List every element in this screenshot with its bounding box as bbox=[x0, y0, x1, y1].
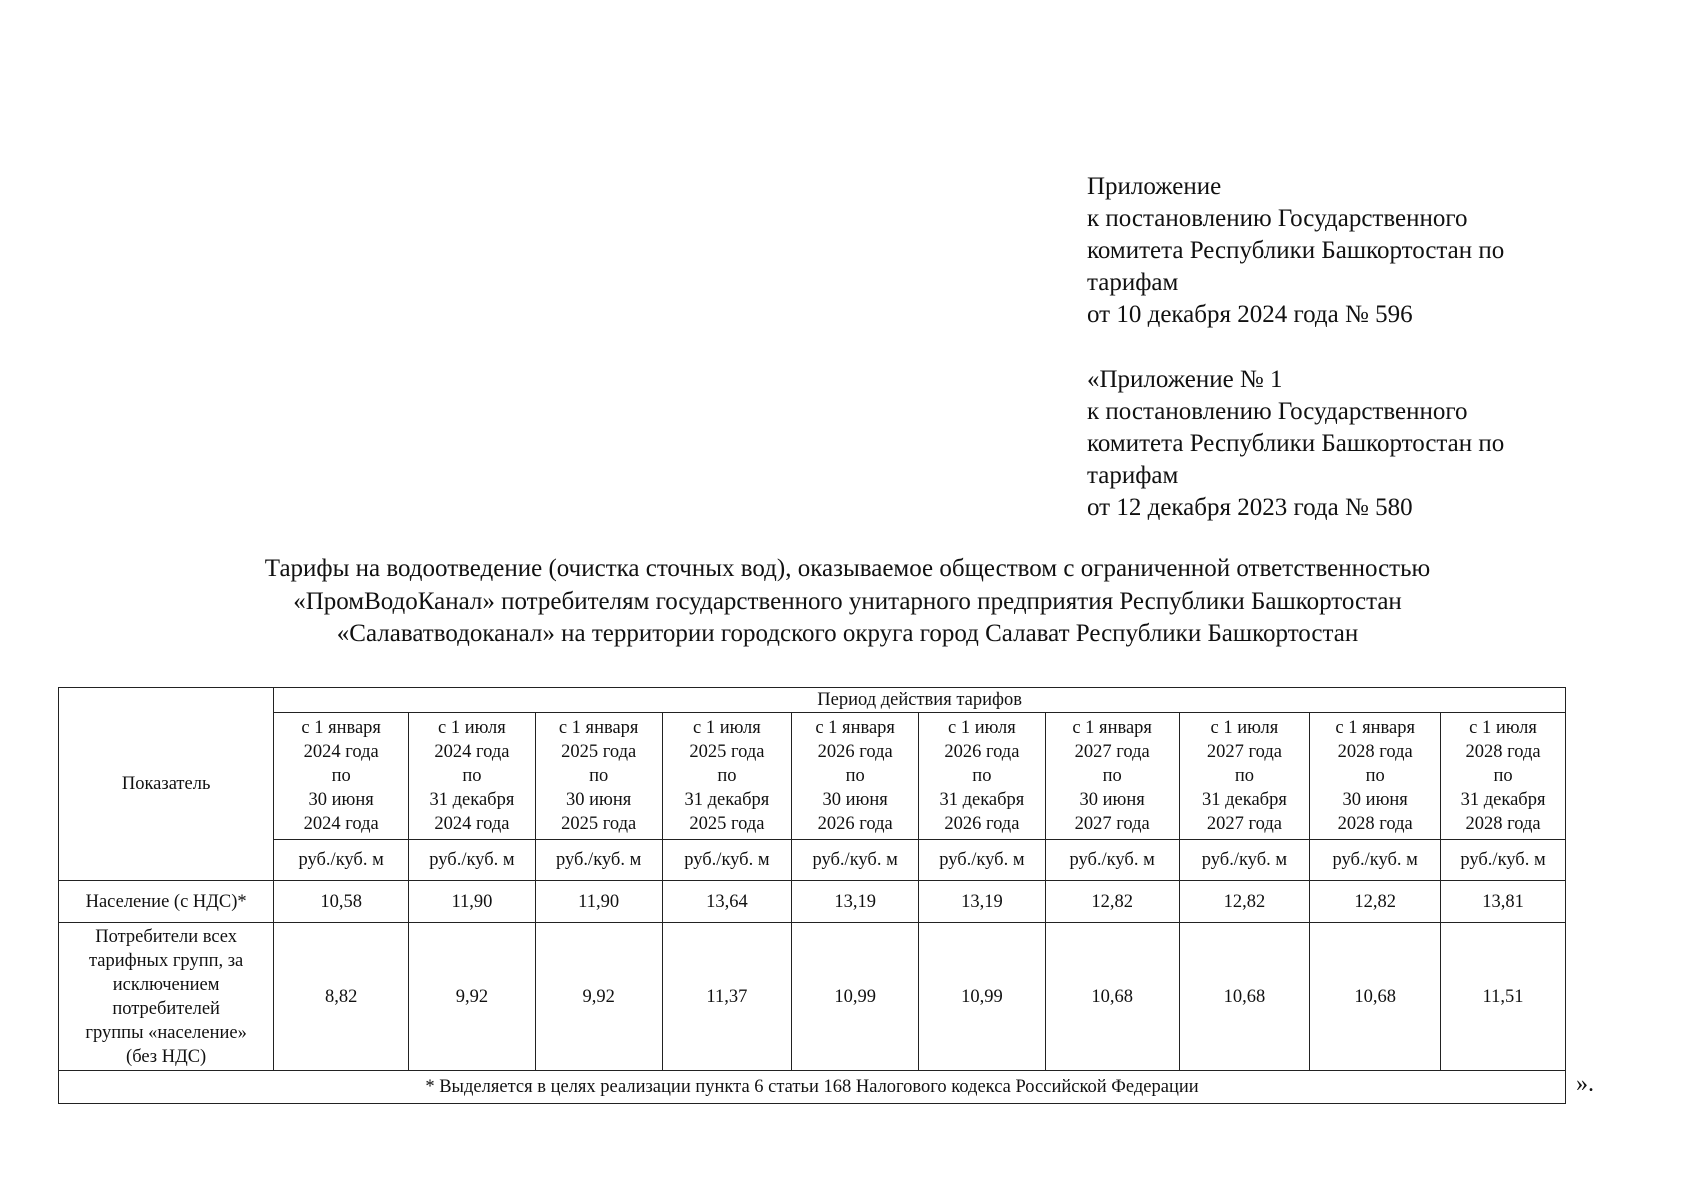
annex-original-line: «Приложение № 1 bbox=[1087, 366, 1283, 393]
annex-current-line: Приложение bbox=[1087, 173, 1222, 200]
period-column-header: с 1 июля 2026 года по 31 декабря 2026 года bbox=[919, 713, 1046, 840]
period-columns-row bbox=[59, 713, 1566, 840]
unit-cell: руб./куб. м bbox=[1310, 840, 1441, 881]
value-cell: 11,90 bbox=[535, 881, 662, 923]
unit-cell: руб./куб. м bbox=[919, 840, 1046, 881]
indicator-cell: Потребители всех тарифных групп, за исключением потребителей группы «население» (без НДС) bbox=[59, 923, 274, 1071]
value-cell: 11,51 bbox=[1441, 923, 1566, 1071]
value-cell: 13,19 bbox=[792, 881, 919, 923]
title-line: «Салаватводоканал» на территории городского округа город Салават Республики Башкортостан bbox=[336, 620, 1359, 647]
value-cell: 12,82 bbox=[1310, 881, 1441, 923]
value-cell: 10,99 bbox=[792, 923, 919, 1071]
value-cell: 11,90 bbox=[409, 881, 536, 923]
table-row-population bbox=[59, 881, 1566, 923]
period-column-header: с 1 января 2025 года по 30 июня 2025 года bbox=[535, 713, 662, 840]
value-cell: 10,68 bbox=[1179, 923, 1310, 1071]
period-column-header: с 1 июля 2025 года по 31 декабря 2025 года bbox=[662, 713, 792, 840]
value-cell: 10,58 bbox=[274, 881, 409, 923]
value-cell: 9,92 bbox=[535, 923, 662, 1071]
value-cell: 9,92 bbox=[409, 923, 536, 1071]
indicator-cell: Население (с НДС)* bbox=[59, 881, 274, 923]
annex-original-line: от 12 декабря 2023 года № 580 bbox=[1087, 494, 1413, 521]
unit-cell: руб./куб. м bbox=[662, 840, 792, 881]
footnote-row bbox=[59, 1071, 1566, 1104]
annex-original-line: к постановлению Государственного bbox=[1087, 398, 1468, 425]
period-column-header: с 1 января 2024 года по 30 июня 2024 года bbox=[274, 713, 409, 840]
value-cell: 12,82 bbox=[1045, 881, 1179, 923]
annex-current-line: тарифам bbox=[1087, 269, 1179, 296]
period-column-header: с 1 января 2026 года по 30 июня 2026 года bbox=[792, 713, 919, 840]
value-cell: 12,82 bbox=[1179, 881, 1310, 923]
annex-original-line: тарифам bbox=[1087, 462, 1179, 489]
value-cell: 10,99 bbox=[919, 923, 1046, 1071]
tariffs-table bbox=[58, 687, 1566, 1104]
title-line: Тарифы на водоотведение (очистка сточных вод), оказываемое обществом с ограниченной ответственностью bbox=[264, 555, 1431, 582]
value-cell: 13,64 bbox=[662, 881, 792, 923]
value-cell: 8,82 bbox=[274, 923, 409, 1071]
period-header: Период действия тарифов bbox=[274, 688, 1566, 713]
value-cell: 10,68 bbox=[1045, 923, 1179, 1071]
indicator-header: Показатель bbox=[59, 688, 274, 881]
title-line: «ПромВодоКанал» потребителям государственного унитарного предприятия Республики Башкортостан bbox=[293, 587, 1402, 615]
annex-current-line: комитета Республики Башкортостан по bbox=[1087, 237, 1505, 264]
unit-cell: руб./куб. м bbox=[409, 840, 536, 881]
period-column-header: с 1 июля 2028 года по 31 декабря 2028 года bbox=[1441, 713, 1566, 840]
unit-cell: руб./куб. м bbox=[1179, 840, 1310, 881]
unit-cell: руб./куб. м bbox=[1045, 840, 1179, 881]
value-cell: 11,37 bbox=[662, 923, 792, 1071]
document-title bbox=[80, 553, 1615, 651]
table-row-other-consumers bbox=[59, 923, 1566, 1071]
unit-cell: руб./куб. м bbox=[792, 840, 919, 881]
annex-current bbox=[1087, 171, 1607, 331]
period-column-header: с 1 января 2028 года по 30 июня 2028 года bbox=[1310, 713, 1441, 840]
annex-current-line: к постановлению Государственного bbox=[1087, 205, 1468, 232]
value-cell: 13,81 bbox=[1441, 881, 1566, 923]
annex-original bbox=[1087, 364, 1607, 524]
footnote: * Выделяется в целях реализации пункта 6 статьи 168 Налогового кодекса Российской Федерации bbox=[59, 1071, 1566, 1104]
closing-quote-mark: ». bbox=[1576, 1071, 1594, 1097]
period-column-header: с 1 января 2027 года по 30 июня 2027 года bbox=[1045, 713, 1179, 840]
units-row bbox=[59, 840, 1566, 881]
value-cell: 10,68 bbox=[1310, 923, 1441, 1071]
period-column-header: с 1 июля 2027 года по 31 декабря 2027 года bbox=[1179, 713, 1310, 840]
value-cell: 13,19 bbox=[919, 881, 1046, 923]
unit-cell: руб./куб. м bbox=[274, 840, 409, 881]
unit-cell: руб./куб. м bbox=[1441, 840, 1566, 881]
annex-current-line: от 10 декабря 2024 года № 596 bbox=[1087, 301, 1413, 328]
unit-cell: руб./куб. м bbox=[535, 840, 662, 881]
period-column-header: с 1 июля 2024 года по 31 декабря 2024 года bbox=[409, 713, 536, 840]
annex-original-line: комитета Республики Башкортостан по bbox=[1087, 430, 1505, 457]
